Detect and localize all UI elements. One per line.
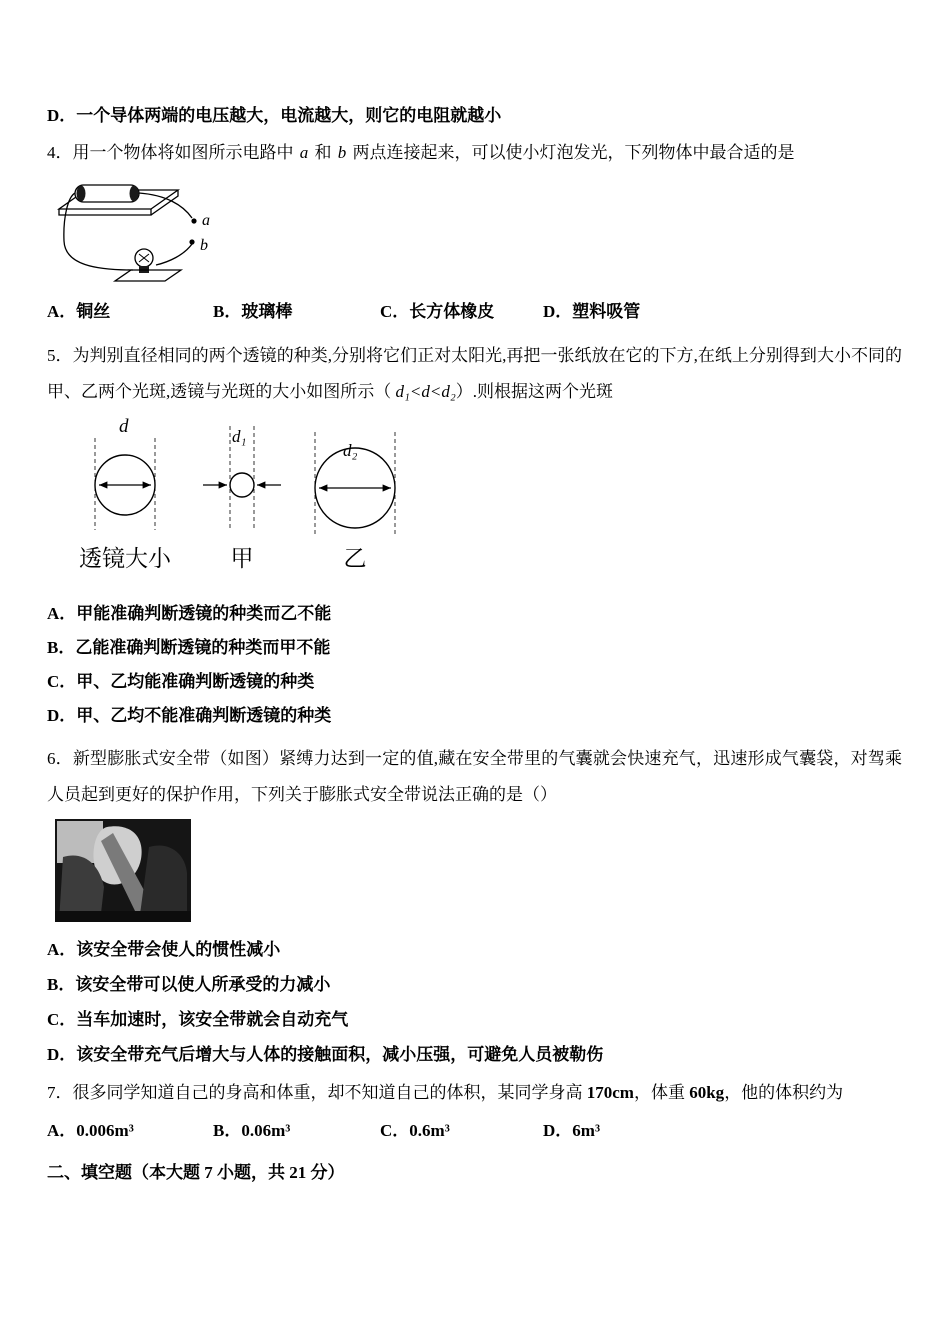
q5-option-d: D．甲、乙均不能准确判断透镜的种类: [47, 706, 332, 725]
spot-jia-circle: [230, 473, 254, 497]
caption-lens-size: 透镜大小: [79, 546, 171, 570]
terminal-a-label: a: [202, 212, 210, 229]
q6-seatbelt-photo: [55, 819, 191, 922]
q7-option-c: C．0.6m³: [380, 1121, 450, 1140]
q5-formula: d₁<d<d₂: [395, 382, 456, 401]
lens-drawing: [47, 418, 407, 570]
q5-option-b: B．乙能准确判断透镜的种类而甲不能: [47, 638, 331, 657]
q5-option-c: C．甲、乙均能准确判断透镜的种类: [47, 672, 315, 691]
q3-option-d: D．一个导体两端的电压越大，电流越大，则它的电阻就越小: [47, 106, 502, 125]
q7-weight-value: 60kg: [689, 1083, 725, 1102]
q7-stem-mid: ，体重: [633, 1083, 690, 1102]
terminal-a: [191, 218, 196, 223]
caption-jia: 甲: [230, 546, 254, 570]
label-d1: d₁: [232, 427, 247, 446]
battery-end-left: [77, 186, 86, 202]
q4-stem-and: 和: [310, 143, 336, 162]
q4-option-a: A．铜丝: [47, 302, 111, 321]
label-d: d: [119, 418, 129, 437]
q4-var-a: a: [299, 143, 309, 162]
battery-end-right: [130, 186, 139, 202]
q4-circuit-figure: [51, 169, 902, 292]
q6-option-d: D．该安全带充气后增大与人体的接触面积，减小压强，可避免人员被勒伤: [47, 1045, 604, 1064]
q4-stem: [47, 141, 902, 165]
q4-option-d: D．塑料吸管: [543, 302, 641, 321]
q7-stem-post: ，他的体积约为: [724, 1083, 844, 1102]
q7-option-b: B．0.06m³: [213, 1121, 291, 1140]
q5-option-a: A．甲能准确判断透镜的种类而乙不能: [47, 604, 332, 623]
caption-yi: 乙: [343, 546, 367, 570]
q7-stem-pre: 7．很多同学知道自己的身高和体重，却不知道自己的体积，某同学身高: [47, 1083, 587, 1102]
q5-stem-pre: 5．为判别直径相同的两个透镜的种类,分别将它们正对太阳光,再把一张纸放在它的下方,在纸上分别得到大小不同的甲、乙两个光斑,透镜与光斑的大小如图所示（: [47, 346, 902, 401]
q6-stem: 6．新型膨胀式安全带（如图）紧缚力达到一定的值,藏在安全带里的气囊就会快速充气，迅速形成气囊袋，对驾乘人员起到更好的保护作用，下列关于膨胀式安全带说法正确的是（）: [47, 749, 902, 804]
q7-stem: [47, 1078, 902, 1108]
photo-floor: [55, 911, 191, 922]
q5-options: [47, 597, 902, 733]
q6-option-c: C．当车加速时，该安全带就会自动充气: [47, 1010, 349, 1029]
q5-stem: [47, 338, 902, 410]
terminal-b-label: b: [200, 237, 208, 254]
terminal-b: [189, 239, 194, 244]
label-d2: d₂: [343, 441, 358, 460]
q6-options: [47, 932, 902, 1072]
q7-height-value: 170cm: [586, 1083, 634, 1102]
q6-option-b: B．该安全带可以使人所承受的力减小: [47, 975, 331, 994]
seatbelt-photo-drawing: [55, 819, 191, 922]
q4-stem-post: 两点连接起来，可以使小灯泡发光，下列物体中最合适的是: [348, 143, 795, 162]
q5-lens-figure: [47, 418, 902, 575]
q4-stem-pre: 4．用一个物体将如图所示电路中: [47, 143, 298, 162]
circuit-drawing: [51, 169, 219, 287]
section2-heading: 二、填空题（本大题 7 小题，共 21 分）: [47, 1163, 345, 1182]
q7-option-a: A．0.006m³: [47, 1121, 134, 1140]
q4-options: [47, 300, 902, 324]
q6-option-a: A．该安全带会使人的惯性减小: [47, 940, 281, 959]
q4-var-b: b: [337, 143, 347, 162]
q7-options: [47, 1116, 902, 1146]
q4-option-c: C．长方体橡皮: [380, 302, 495, 321]
q4-option-b: B．玻璃棒: [213, 302, 293, 321]
q5-stem-post: ）.则根据这两个光斑: [455, 382, 614, 401]
wire-return: [64, 193, 133, 270]
wire-to-bulb: [156, 244, 192, 265]
q7-option-d: D．6m³: [543, 1121, 601, 1140]
